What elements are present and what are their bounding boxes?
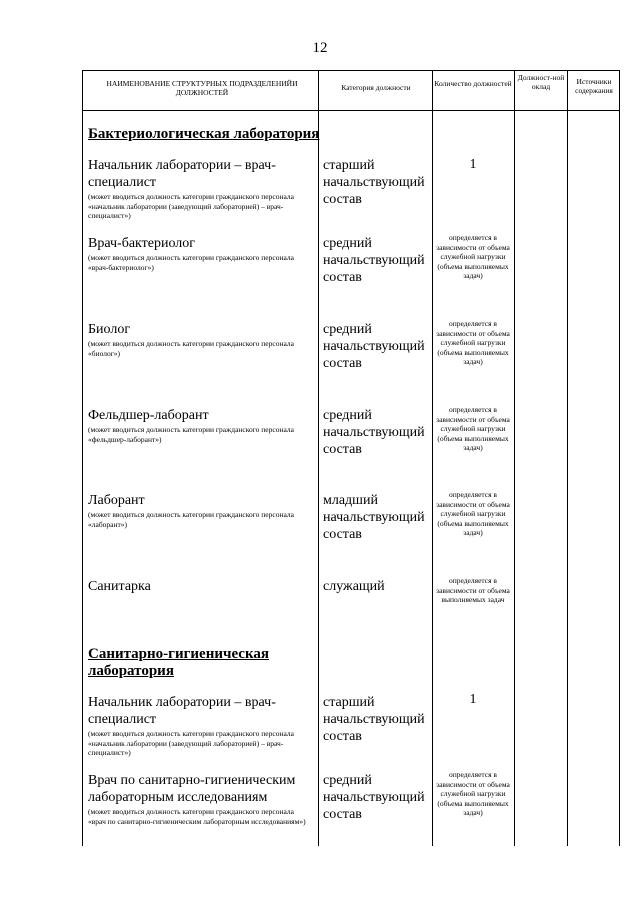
header-name: НАИМЕНОВАНИЕ СТРУКТУРНЫХ ПОДРАЗДЕЛЕНИЙИ ДОЛЖНОСТЕЙ <box>106 79 298 97</box>
position-note: (может вводиться должность категории гражданского персонала «врач-бактериолог») <box>88 253 294 272</box>
header-quantity: Количество должностей <box>434 79 512 88</box>
table-border-top <box>82 70 620 71</box>
position-category: служащий <box>323 579 385 594</box>
position-entry <box>88 321 312 358</box>
position-quantity: определяется в зависимости от объема служебной нагрузки (объема выполняемых задач) <box>436 405 510 452</box>
position-title: Фельдшер-лаборант <box>88 408 209 423</box>
table-border-right <box>619 70 620 846</box>
position-category: средний начальствующий состав <box>323 322 425 371</box>
position-title: Начальник лаборатории – врач-специалист <box>88 158 276 190</box>
position-category: старший начальствующий состав <box>323 158 425 207</box>
position-category: средний начальствующий состав <box>323 773 425 822</box>
position-entry <box>88 407 312 444</box>
staff-table <box>82 70 620 846</box>
position-entry <box>88 492 312 529</box>
position-quantity: определяется в зависимости от объема служебной нагрузки (объема выполняемых задач) <box>436 233 510 280</box>
position-quantity: определяется в зависимости от объема выполняемых задач <box>436 576 510 604</box>
header-salary: Должност-ной оклад <box>517 73 565 91</box>
column-divider <box>567 70 568 846</box>
position-entry <box>88 578 312 595</box>
position-note: (может вводиться должность категории гражданского персонала «лаборант») <box>88 510 294 529</box>
page-number: 12 <box>312 40 328 56</box>
position-entry <box>88 772 312 826</box>
position-quantity: 1 <box>469 157 477 172</box>
header-divider <box>82 110 620 111</box>
column-divider <box>514 70 515 846</box>
position-category: младший начальствующий состав <box>323 493 425 542</box>
column-divider <box>318 70 319 846</box>
position-entry <box>88 235 312 272</box>
position-title: Врач по санитарно-гигиеническим лабораторным исследованиям <box>88 773 296 805</box>
position-note: (может вводиться должность категории гражданского персонала «начальник лаборатории (заведующий лабораторией) – врач-специалист») <box>88 729 294 757</box>
position-title: Врач-бактериолог <box>88 236 196 251</box>
position-quantity: определяется в зависимости от объема служебной нагрузки (объема выполняемых задач) <box>436 770 510 817</box>
position-category: средний начальствующий состав <box>323 236 425 285</box>
section-title: Бактериологическая лаборатория <box>88 126 320 142</box>
table-border-left <box>82 70 83 846</box>
position-quantity: 1 <box>469 692 477 707</box>
position-title: Биолог <box>88 322 131 337</box>
position-entry <box>88 157 312 221</box>
header-category: Категория должности <box>341 83 411 92</box>
position-title: Лаборант <box>88 493 145 508</box>
position-note: (может вводиться должность категории гражданского персонала «фельдшер-лаборант») <box>88 425 294 444</box>
header-sources: Источники содержания <box>575 77 613 95</box>
column-divider <box>432 70 433 846</box>
position-entry <box>88 694 312 758</box>
position-title: Начальник лаборатории – врач-специалист <box>88 695 276 727</box>
position-quantity: определяется в зависимости от объема служебной нагрузки (объема выполняемых задач) <box>436 490 510 537</box>
position-quantity: определяется в зависимости от объема служебной нагрузки (объема выполняемых задач) <box>436 319 510 366</box>
position-title: Санитарка <box>88 579 151 594</box>
position-category: средний начальствующий состав <box>323 408 425 457</box>
position-note: (может вводиться должность категории гражданского персонала «врач по санитарно-гигиеническим лабораторным исследованиям») <box>88 807 306 826</box>
position-note: (может вводиться должность категории гражданского персонала «биолог») <box>88 339 294 358</box>
position-note: (может вводиться должность категории гражданского персонала «начальник лаборатории (заведующий лабораторией) – врач-специалист») <box>88 192 294 220</box>
position-category: старший начальствующий состав <box>323 695 425 744</box>
section-title: Санитарно-гигиеническая лаборатория <box>88 646 269 679</box>
